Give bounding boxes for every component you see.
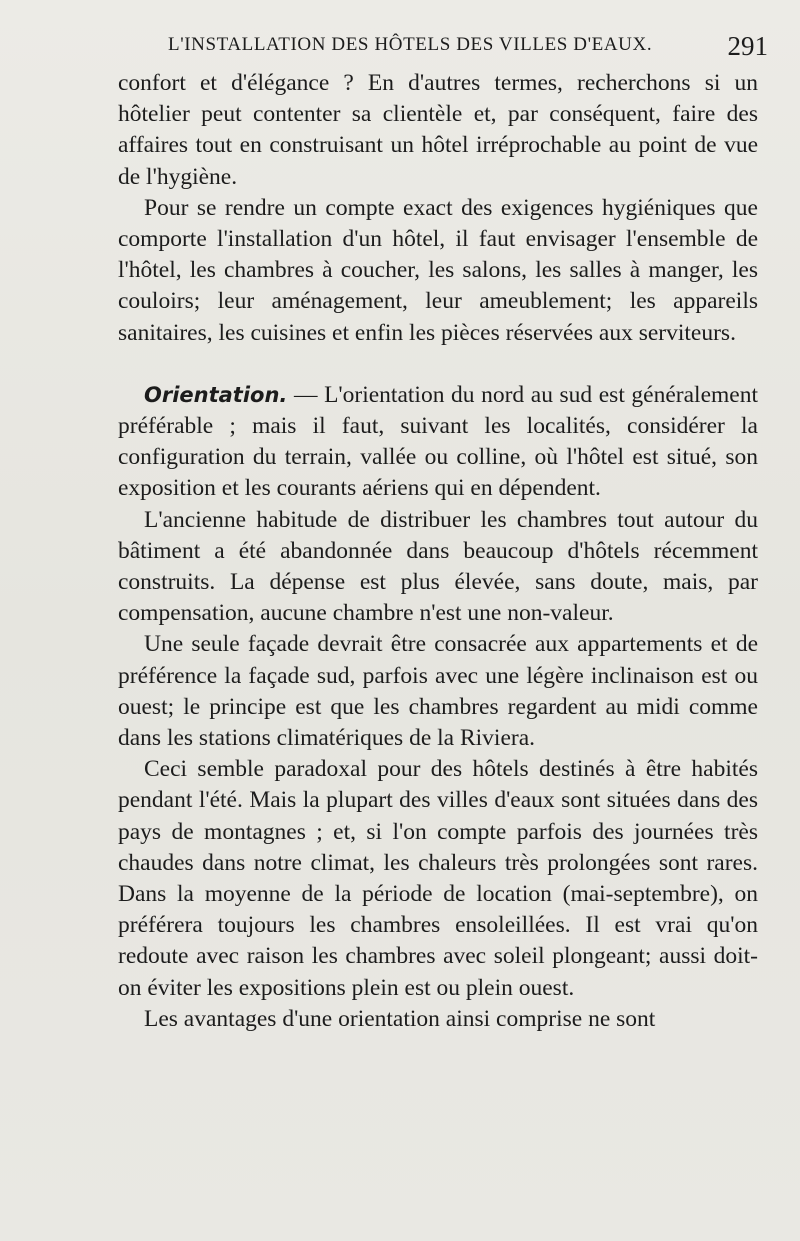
paragraph-room-distribution: L'ancienne habitude de distribuer les chambres tout autour du bâtiment a été abandonnée dans beaucoup d'hôtels récemment construits. La dépense est plus élevée, sans doute, mais, par compensation, aucune chambre n'est une non-valeur. [118,506,758,627]
paragraph-sunny-rooms: Ceci semble paradoxal pour des hôtels destinés à être habités pendant l'été. Mais la plupart des villes d'eaux sont situées dans des pays de montagnes ; et, si l'on compte parfois des journées très chaudes dans notre climat, les chaleurs très prolongées sont rares. Dans la moyenne de la période de location (mai-septembre), on préférera toujours les chambres ensoleillées. Il est vrai qu'on redoute avec raison les chambres avec soleil plongeant; aussi doit-on éviter les expositions plein est ou plein ouest. [118,756,758,1001]
page-header [168,31,768,68]
running-title: L'INSTALLATION DES HÔTELS DES VILLES D'EAUX. [168,34,653,55]
paragraph-continuation: confort et d'élégance ? En d'autres termes, recherchons si un hôtelier peut contenter sa clientèle et, par conséquent, faire des affaires tout en construisant un hôtel irréprochable au point de vue de l'hygiène. [118,70,758,190]
section-heading-orientation: Orientation. [144,382,288,407]
page-body [118,68,758,1035]
paragraph-hygiene-requirements: Pour se rendre un compte exact des exigences hygiéniques que comporte l'installation d'un hôtel, il faut envisager l'ensemble de l'hôtel, les chambres à coucher, les salons, les salles à manger, les couloirs; leur aménagement, leur ameublement; les appareils sanitaires, les cuisines et enfin les pièces réservées aux serviteurs. [118,194,758,346]
orientation-text: — L'orientation du nord au sud est généralement préférable ; mais il faut, suivant les localités, considérer la configuration du terrain, vallée ou colline, où l'hôtel est situé, son exposition et les courants aériens qui en dépendent. [118,381,758,502]
page-number: 291 [727,31,768,61]
paragraph-advantages: Les avantages d'une orientation ainsi comprise ne sont [144,1005,656,1032]
paragraph-orientation [118,380,758,505]
paragraph-south-facade: Une seule façade devrait être consacrée aux appartements et de préférence la façade sud, parfois avec une légère inclinaison est ou ouest; le principe est que les chambres regardent au midi comme dans les stations climatériques de la Riviera. [118,631,758,752]
